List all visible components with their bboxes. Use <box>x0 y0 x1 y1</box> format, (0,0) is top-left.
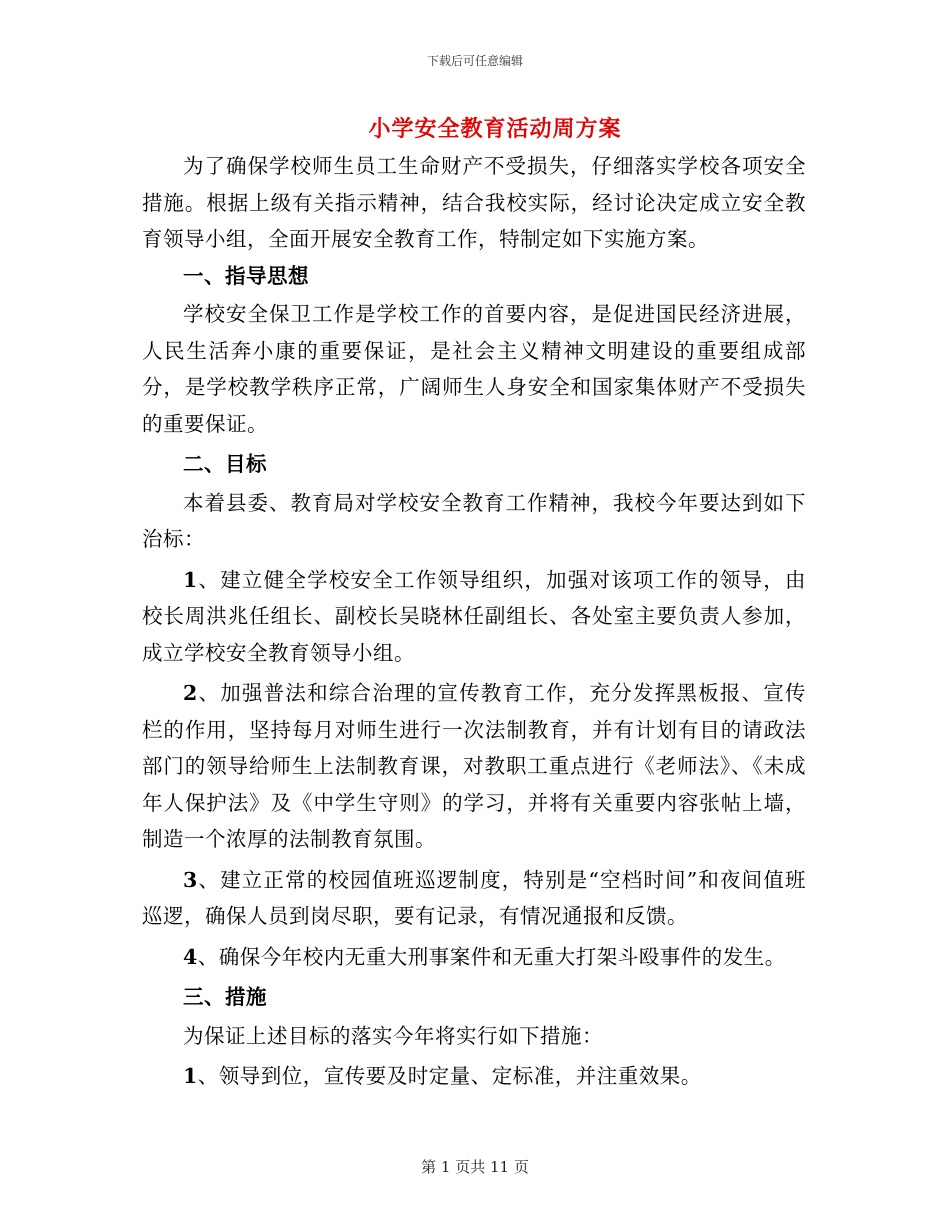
section-heading-guiding-thought: 一、指导思想 <box>183 263 309 288</box>
goal-item-3 <box>142 862 806 935</box>
goal-item-text: 、建立健全学校安全工作领导组织，加强对该项工作的领导，由校长周洪兆任组长、副校长吴晓林任副组长、各处室主要负责人参加，成立学校安全教育领导小组。 <box>142 567 806 665</box>
goal-item-2 <box>142 675 806 858</box>
page-footer: 第 1 页共 11 页 <box>421 1158 529 1176</box>
goal-item-1 <box>142 562 806 672</box>
goal-item-number: 2 <box>183 681 198 705</box>
document-title: 小学安全教育活动周方案 <box>368 116 622 142</box>
goal-item-text: 、加强普法和综合治理的宣传教育工作，充分发挥黑板报、宣传栏的作用，坚持每月对师生进行一次法制教育，并有计划有目的请政法部门的领导给师生上法制教育课，对教职工重点进行《老师法》、《未成年人保护法》及《中学生守则》的学习，并将有关重要内容张帖上墙，制造一个浓厚的法制教育氛围。 <box>142 681 806 851</box>
goal-item-number: 1 <box>183 567 198 592</box>
measure-item-number: 1 <box>183 1064 198 1088</box>
goal-item-number: 4 <box>183 944 198 969</box>
intro-paragraph: 为了确保学校师生员工生命财产不受损失，仔细落实学校各项安全措施。根据上级有关指示精神，结合我校实际，经讨论决定成立安全教育领导小组，全面开展安全教育工作，特制定如下实施方案。 <box>142 154 806 251</box>
goal-item-text: 、建立正常的校园值班巡逻制度，特别是“空档时间”和夜间值班巡逻，确保人员到岗尽职，要有记录，有情况通报和反馈。 <box>142 867 806 928</box>
section-paragraph-guiding-thought: 学校安全保卫工作是学校工作的首要内容，是促进国民经济进展，人民生活奔小康的重要保证，是社会主义精神文明建设的重要组成部分，是学校教学秩序正常，广阔师生人身安全和国家集体财产不受损失的重要保证。 <box>142 302 806 436</box>
section-paragraph-goals: 本着县委、教育局对学校安全教育工作精神，我校今年要达到如下治标： <box>142 490 806 551</box>
measure-item-1 <box>142 1058 806 1095</box>
measure-item-text: 、领导到位，宣传要及时定量、定标准，并注重效果。 <box>197 1064 702 1088</box>
section-heading-measures: 三、措施 <box>183 985 267 1009</box>
goal-item-4 <box>142 939 806 976</box>
section-heading-goals: 二、目标 <box>183 452 267 476</box>
section-paragraph-measures: 为保证上述目标的落实今年将实行如下措施： <box>183 1023 603 1048</box>
document-body <box>142 148 806 1099</box>
goal-item-text: 、确保今年校内无重大刑事案件和无重大打架斗殴事件的发生。 <box>197 944 786 969</box>
header-note: 下载后可任意编辑 <box>426 54 523 68</box>
goal-item-number: 3 <box>183 867 198 892</box>
